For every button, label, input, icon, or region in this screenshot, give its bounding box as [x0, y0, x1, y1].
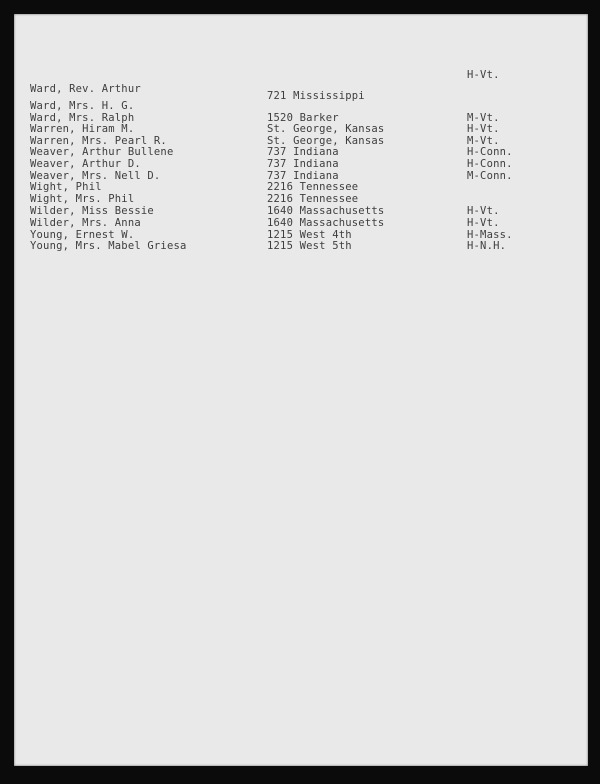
entry-origin: H-Vt. — [467, 123, 500, 136]
entry-address: 737 Indiana — [267, 169, 339, 182]
entry-name: Wilder, Miss Bessie — [30, 205, 154, 218]
entry-address: 2216 Tennessee — [267, 181, 359, 194]
entry-address: 721 Mississippi — [267, 90, 365, 102]
list-item — [30, 90, 570, 102]
entry-address: 1215 West 5th — [267, 240, 352, 253]
entry-address: St. George, Kansas — [267, 123, 385, 136]
entry-name: Weaver, Mrs. Nell D. — [30, 169, 161, 182]
entry-name: Wilder, Mrs. Anna — [30, 216, 141, 229]
list-item — [30, 182, 570, 194]
entry-name: Ward, Mrs. Ralph — [30, 111, 135, 124]
entry-address: St. George, Kansas — [267, 134, 385, 147]
list-item — [30, 218, 570, 230]
entry-name: Wight, Phil — [30, 181, 102, 194]
entry-address: 1520 Barker — [267, 111, 339, 124]
entry-address: 2216 Tennessee — [267, 192, 359, 205]
entry-name: Warren, Mrs. Pearl R. — [30, 134, 167, 147]
entry-name: Warren, Hiram M. — [30, 123, 135, 136]
entry-address: 1215 West 4th — [267, 228, 352, 241]
entry-name: Ward, Mrs. H. G. — [30, 100, 135, 112]
document-page — [14, 14, 588, 766]
entry-name: Weaver, Arthur Bullene — [30, 146, 174, 159]
entry-address: 1640 Massachusetts — [267, 205, 385, 218]
entry-origin: H-Mass. — [467, 228, 513, 241]
entry-name: Young, Mrs. Mabel Griesa — [30, 240, 187, 253]
entry-name: Weaver, Arthur D. — [30, 157, 141, 170]
entry-origin: H-Vt. — [467, 69, 500, 81]
entry-address: 737 Indiana — [267, 146, 339, 159]
list-item — [30, 194, 570, 206]
entry-address: 1640 Massachusetts — [267, 216, 385, 229]
entry-origin: M-Vt. — [467, 111, 500, 124]
entry-origin: H-Conn. — [467, 146, 513, 159]
list-item — [30, 241, 570, 253]
entry-origin: H-Vt. — [467, 216, 500, 229]
directory-list — [30, 69, 570, 255]
entry-name: Young, Ernest W. — [30, 228, 135, 241]
entry-name: Wight, Mrs. Phil — [30, 192, 135, 205]
list-item — [30, 159, 570, 171]
entry-origin: H-N.H. — [467, 240, 507, 253]
entry-origin: M-Conn. — [467, 169, 513, 182]
list-item — [30, 101, 570, 113]
entry-name: Ward, Rev. Arthur — [30, 83, 141, 95]
entry-origin: H-Conn. — [467, 157, 513, 170]
list-item — [30, 69, 570, 81]
entry-address: 737 Indiana — [267, 157, 339, 170]
entry-origin: M-Vt. — [467, 134, 500, 147]
entry-origin: H-Vt. — [467, 205, 500, 218]
